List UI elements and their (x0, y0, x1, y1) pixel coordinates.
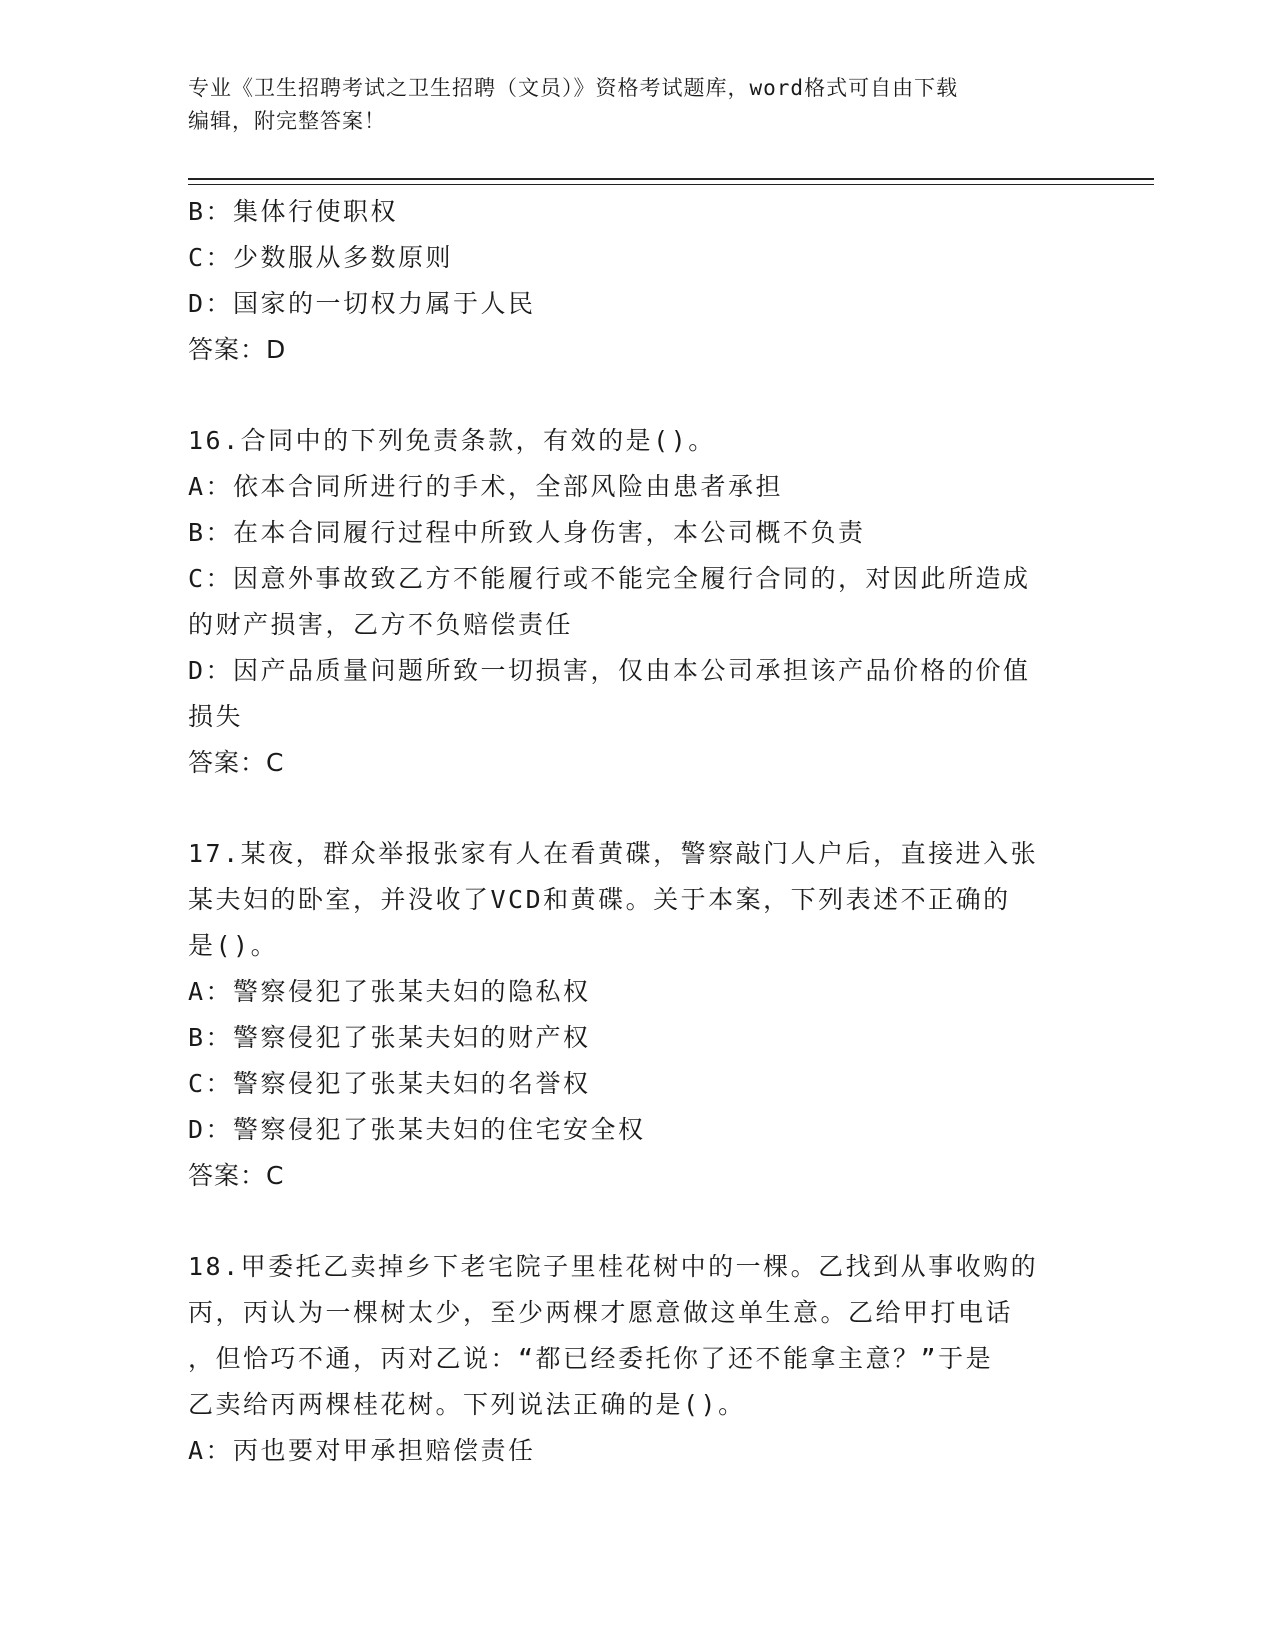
question-stem-continued: 是()。 (188, 931, 279, 960)
header-line-1: 专业《卫生招聘考试之卫生招聘（文员）》资格考试题库，word格式可自由下载 (188, 76, 959, 100)
answer-line: 答案：D (188, 335, 287, 364)
option-d: D：警察侵犯了张某夫妇的住宅安全权 (188, 1115, 646, 1144)
question-gap (188, 373, 1088, 418)
question-stem-continued: 丙，丙认为一棵树太少，至少两棵才愿意做这单生意。乙给甲打电话 (188, 1298, 1014, 1327)
header-line-2: 编辑，附完整答案！ (188, 109, 386, 133)
question-stem-continued: 某夫妇的卧室，并没收了VCD和黄碟。关于本案，下列表述不正确的 (188, 885, 1011, 914)
option-b: B：警察侵犯了张某夫妇的财产权 (188, 1023, 591, 1052)
question-stem: 18.甲委托乙卖掉乡下老宅院子里桂花树中的一棵。乙找到从事收购的 (188, 1252, 1039, 1281)
option-b: B：在本合同履行过程中所致人身伤害，本公司概不负责 (188, 518, 866, 547)
question-18 (188, 1244, 1088, 1474)
option-b: B：集体行使职权 (188, 197, 399, 226)
option-a: A：依本合同所进行的手术，全部风险由患者承担 (188, 472, 784, 501)
answer-line: 答案：C (188, 748, 285, 777)
question-stem: 16.合同中的下列免责条款，有效的是()。 (188, 426, 716, 455)
question-stem-continued: 乙卖给丙两棵桂花树。下列说法正确的是()。 (188, 1390, 746, 1419)
question-17 (188, 831, 1088, 1199)
document-header (188, 72, 1088, 138)
option-d: D：国家的一切权力属于人民 (188, 289, 536, 318)
question-16 (188, 418, 1088, 786)
question-15-tail (188, 189, 1088, 373)
option-c: C：因意外事故致乙方不能履行或不能完全履行合同的，对因此所造成 (188, 564, 1031, 593)
question-gap (188, 1199, 1088, 1244)
question-content (188, 189, 1088, 1474)
option-d-continued: 损失 (188, 702, 244, 731)
answer-line: 答案：C (188, 1161, 285, 1190)
question-stem-continued: ，但恰巧不通，丙对乙说：“都已经委托你了还不能拿主意？”于是 (188, 1344, 994, 1373)
option-d: D：因产品质量问题所致一切损害，仅由本公司承担该产品价格的价值 (188, 656, 1031, 685)
option-a: A：丙也要对甲承担赔偿责任 (188, 1436, 536, 1465)
option-c: C：警察侵犯了张某夫妇的名誉权 (188, 1069, 591, 1098)
option-c-continued: 的财产损害，乙方不负赔偿责任 (188, 610, 574, 639)
header-rule-thick (188, 178, 1154, 180)
question-stem: 17.某夜，群众举报张家有人在看黄碟，警察敲门人户后，直接进入张 (188, 839, 1039, 868)
question-gap (188, 786, 1088, 831)
option-a: A：警察侵犯了张某夫妇的隐私权 (188, 977, 591, 1006)
header-rule-thin (188, 184, 1154, 185)
option-c: C：少数服从多数原则 (188, 243, 454, 272)
